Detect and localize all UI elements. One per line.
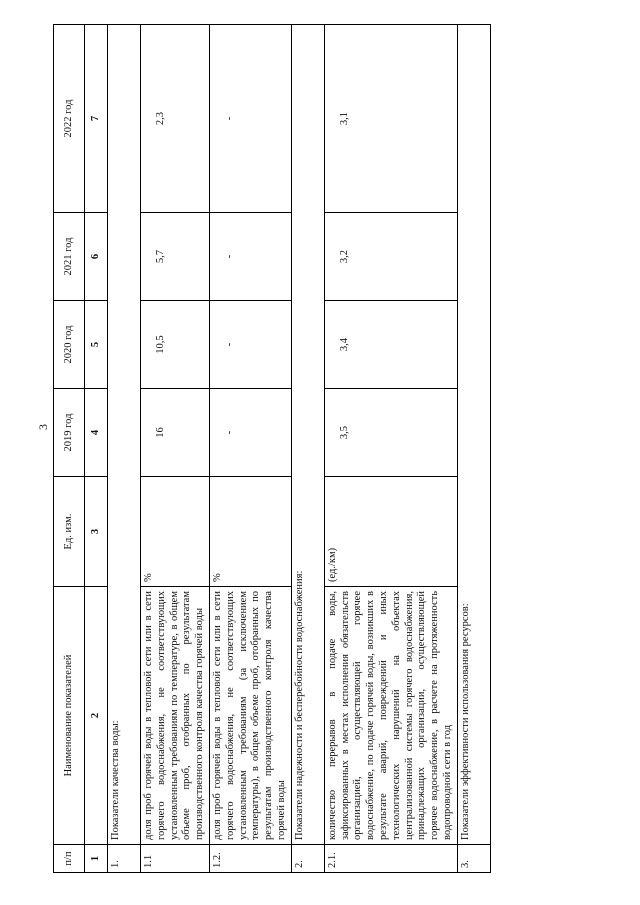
header-2020: 2020 год [54,301,85,389]
value-2019: - [209,389,291,477]
table-row [141,25,210,873]
value-2022: 2,3 [141,25,210,213]
row-unit: % [141,477,210,587]
table-row [324,25,457,873]
header-unit: Ед. изм. [54,477,85,587]
col-number: 6 [85,213,108,301]
row-name: доля проб горячей воды в тепловой сети или в сети горячего водоснабжения, не соответствующих установленным требованиям (за исключением температуры), в общем объеме проб, отобранных по результатам производственного контроля качества горячей воды [209,587,291,845]
value-2021: 5,7 [141,213,210,301]
col-number: 1 [85,845,108,873]
header-num: п/п [54,845,85,873]
table-row [209,25,291,873]
col-number: 2 [85,587,108,845]
col-number: 4 [85,389,108,477]
row-unit: (ед./км) [324,477,457,587]
row-num: 2.1. [324,845,457,873]
col-number: 7 [85,25,108,213]
row-num: 1.1 [141,845,210,873]
section-num: 3. [457,845,490,873]
header-2022: 2022 год [54,25,85,213]
value-2020: 3,4 [324,301,457,389]
section-title: Показатели надежности и бесперебойности водоснабжения: [291,25,324,845]
section-title: Показатели эффективности использования ресурсов: [457,25,490,845]
header-2021: 2021 год [54,213,85,301]
row-name: количество перерывов в подаче воды, зафиксированных в местах исполнения обязательств организацией, осуществляющей горячее водоснабжение, по подаче горячей воды, возникших в результате аварий, повреждений и иных технологических нарушений на объектах централизованной системы горячего водоснабжения, принадлежащих организации, осуществляющей горячее водоснабжение, в расчете на протяженность водопроводной сети в год [324,587,457,845]
value-2019: 3,5 [324,389,457,477]
indicators-table-rotated [53,25,549,873]
value-2021: - [209,213,291,301]
section-row-quality [108,25,141,873]
section-row-efficiency [457,25,490,873]
row-unit: % [209,477,291,587]
value-2020: 10,5 [141,301,210,389]
header-row [54,25,85,873]
header-2019: 2019 год [54,389,85,477]
value-2022: 3,1 [324,25,457,213]
section-num: 2. [291,845,324,873]
header-name: Наименование показателей [54,587,85,845]
value-2022: - [209,25,291,213]
row-name: доля проб горячей воды в тепловой сети или в сети горячего водоснабжения, не соответствующих установленным требованиям по температуре, в общем объеме проб, отобранных по результатам производственного контроля качества горячей воды [141,587,210,845]
section-title: Показатели качества воды: [108,25,141,845]
col-number: 3 [85,477,108,587]
col-number: 5 [85,301,108,389]
value-2021: 3,2 [324,213,457,301]
section-row-reliability [291,25,324,873]
section-num: 1. [108,845,141,873]
column-number-row [85,25,108,873]
row-num: 1.2. [209,845,291,873]
indicators-table [53,24,491,873]
value-2020: - [209,301,291,389]
value-2019: 16 [141,389,210,477]
page-number: 3 [36,424,50,430]
